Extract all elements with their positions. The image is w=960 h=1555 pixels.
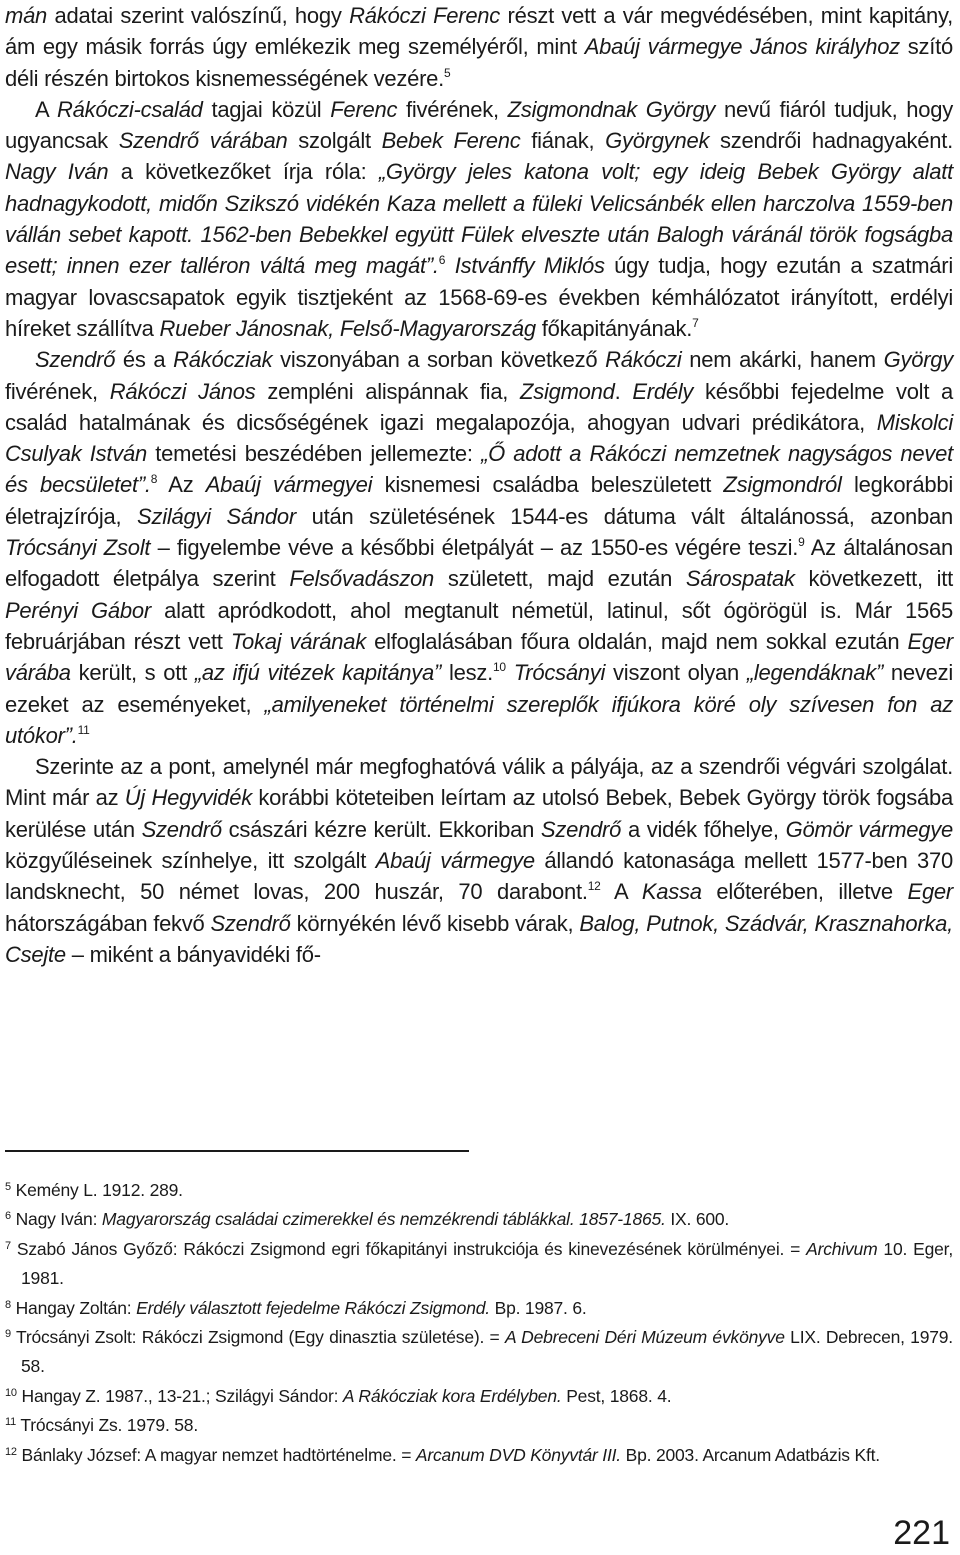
text-run: tagjai közül	[202, 96, 331, 122]
italic-text: A Debreceni Déri Múzeum évkönyve	[504, 1327, 785, 1348]
text-run: elfoglalásában főura oldalán, majd nem sokkal ezután	[365, 628, 908, 654]
italic-text: Magyarország családai czimerekkel és nemzékrendi táblákkal. 1857-1865.	[101, 1209, 666, 1230]
text-run: került, s ott	[70, 660, 195, 686]
text-run: Szabó János Győző: Rákóczi Zsigmond egri főkapitányi instrukciója és kinevezésének körülményei. =	[16, 1238, 807, 1259]
italic-text: Új Hegyvidék	[124, 785, 252, 811]
footnote-reference: 10	[492, 660, 506, 675]
italic-text: Zsigmondról	[723, 472, 842, 498]
text-run: viszont olyan	[605, 660, 747, 686]
text-run: született, majd ezután	[434, 566, 686, 592]
text-run: szendrői hadnagyaként.	[709, 128, 954, 154]
text-run: nem akárki, hanem	[681, 347, 884, 373]
text-run: úgy tudja, hogy ezután a szatmári magyar lovascsapatok egyik tisztjeként az 1568-69-es években kémhálózatot irányított, erdélyi híreket szállítva	[5, 253, 953, 341]
text-run: – figyelembe véve a későbbi életpályát – az 1550-es végére teszi.	[150, 535, 799, 561]
italic-text: Trócsányi	[513, 660, 606, 686]
text-run: LIX. Debrecen, 1979. 58.	[21, 1327, 953, 1377]
footnote-number: 7	[5, 1239, 11, 1252]
text-run: fivérének,	[5, 378, 110, 404]
footnote-reference: 5	[444, 65, 451, 80]
footnote	[5, 1441, 953, 1470]
footnote-number: 10	[5, 1386, 17, 1399]
italic-text: „legendáknak”	[746, 660, 884, 686]
italic-text: Szendrő	[35, 347, 116, 373]
italic-text: Balog, Putnok, Szádvár, Krasznahorka, Csejte	[5, 910, 953, 967]
text-run: alatt apródkodott, ahol megtanult németül, latinul, sőt ógörögül is. Már 1565 februárjában részt vett	[5, 597, 953, 654]
text-run: IX. 600.	[665, 1209, 730, 1230]
text-run: korábbi köteteiben leírtam az utolsó Bebek, Bebek György török fogsába kerülése után	[5, 785, 953, 842]
footnote	[5, 1176, 953, 1205]
footnote-reference: 8	[150, 472, 158, 487]
italic-text: Györgynek	[605, 128, 710, 154]
text-run: kisnemesi családba beleszületett	[372, 472, 724, 498]
italic-text: Zsigmond	[520, 378, 615, 404]
text-run: fiának,	[520, 128, 606, 154]
text-run: és a	[115, 347, 174, 373]
italic-text: György	[883, 347, 954, 373]
italic-text: Abaúj vármegye	[375, 848, 535, 874]
text-run	[445, 253, 454, 278]
footnote-separator	[5, 1150, 469, 1152]
italic-text: Sárospatak	[685, 566, 795, 592]
footnote-number: 5	[5, 1181, 11, 1193]
text-run: legkorábbi életrajzírója,	[5, 472, 953, 529]
text-run: császári kézre került. Ekkoriban	[221, 816, 541, 842]
text-run: lesz.	[441, 660, 493, 686]
footnote	[5, 1411, 953, 1440]
text-run: környékén lévő kisebb várak,	[290, 910, 580, 936]
text-run: részt vett a vár megvédésében, mint kapitány, ám egy másik forrás úgy emlékezik meg személyéről, mint	[5, 3, 953, 60]
italic-text: várában	[209, 128, 288, 154]
text-run: Trócsányi Zsolt: Rákóczi Zsigmond (Egy dinasztia születése). =	[15, 1327, 505, 1348]
text-run: a vidék főhelye,	[621, 816, 786, 842]
footnotes	[5, 1176, 953, 1470]
italic-text: Abaúj vármegyei	[205, 472, 373, 498]
footnote	[5, 1294, 953, 1323]
italic-text: Erdély választott fejedelme Rákóczi Zsigmond.	[136, 1297, 490, 1318]
footnote-number: 12	[5, 1445, 17, 1458]
italic-text: Szendrő	[141, 816, 222, 842]
text-run: előterében, illetve	[701, 879, 908, 905]
italic-text: „Ő adott a Rákóczi nemzetnek nagyságos nevet és becsületet”.	[5, 441, 953, 498]
italic-text: Ferenc	[330, 96, 398, 122]
italic-text: Szilágyi Sándor	[137, 503, 296, 529]
text-run: temetési beszédében jellemezte:	[146, 441, 482, 467]
text-run: állandó katonasága mellett 1577-ben 370 landsknecht, 50 német lovas, 200 huszár, 70 darabont.	[5, 848, 953, 905]
text-run	[506, 660, 514, 685]
text-run: nevezi ezeket az eseményeket,	[5, 660, 953, 717]
italic-text: Szendrő	[210, 910, 291, 936]
italic-text: Tokaj várának	[230, 628, 366, 654]
text-run: hátországában fekvő	[5, 910, 211, 936]
italic-text: „az ifjú vitézek kapitánya”	[194, 660, 442, 686]
text-run: 10. Eger, 1981.	[21, 1238, 953, 1289]
text-run: Trócsányi Zs. 1979. 58.	[20, 1415, 199, 1436]
page-number: 221	[893, 1514, 950, 1552]
text-run: .	[614, 378, 633, 404]
text-run: Hangay Zoltán:	[15, 1297, 137, 1318]
text-run: Az általánosan elfogadott életpálya szerint	[5, 535, 953, 592]
text-run: – miként a bányavidéki fő-	[65, 941, 321, 967]
italic-text: Eger	[907, 879, 953, 905]
footnote-number: 11	[5, 1416, 17, 1429]
text-run: zempléni alispánnak fia,	[255, 378, 521, 404]
italic-text: A Rákócziak kora Erdélyben.	[342, 1385, 562, 1406]
footnote-reference: 7	[692, 315, 699, 330]
footnote-number: 9	[5, 1328, 11, 1341]
text-run: Az	[157, 472, 206, 498]
footnote-reference: 11	[77, 722, 90, 737]
italic-text: Szendrő	[118, 128, 199, 154]
italic-text: Trócsányi Zsolt	[5, 535, 151, 561]
paragraph	[5, 344, 953, 751]
italic-text: Rákóczi	[605, 347, 682, 373]
italic-text: Rákóczi-család	[57, 96, 203, 122]
italic-text: Szendrő	[540, 816, 622, 842]
text-run: A	[600, 879, 642, 905]
italic-text: Perényi Gábor	[5, 597, 151, 623]
text-run: Pest, 1868. 4.	[561, 1385, 672, 1406]
text-run: viszonyában a sorban következő	[272, 347, 606, 373]
text-run: adatai szerint valószínű, hogy	[47, 3, 350, 28]
body-text	[5, 0, 953, 970]
footnote-reference: 12	[587, 879, 601, 894]
text-run: Bp. 2003. Arcanum Adatbázis Kft.	[620, 1444, 880, 1465]
italic-text: „György jeles katona volt; egy ideig Bebek György alatt hadnagykodott, midőn Szikszó vidékén Kaza mellett a füleki Velicsánbék ellen harczolva 1559-ben vállán sebet kapott. 1562-ben Bebekkel együtt Fülek elveszte után Balogh váránál török fogságba esett; innen ezer talléron váltá meg magát”.	[5, 159, 953, 279]
italic-text: Rákóczi János	[109, 378, 256, 404]
text-run: Bánlaky József: A magyar nemzet hadtörténelme. =	[21, 1444, 416, 1465]
footnote-number: 6	[5, 1210, 11, 1223]
italic-text: „amilyeneket történelmi szereplők ifjúkora köré oly szívesen fon az utókor”.	[5, 691, 954, 748]
italic-text: Archivum	[806, 1238, 878, 1259]
text-run: közgyűléseinek színhelye, itt szolgált	[5, 848, 376, 874]
text-run: Bp. 1987. 6.	[489, 1297, 587, 1318]
text-run: szolgált	[287, 128, 382, 154]
italic-text: Zsigmondnak György	[507, 96, 716, 122]
footnote-reference: 9	[798, 535, 805, 550]
text-run: szító déli részén birtokos kisnemességének vezére.	[5, 34, 953, 91]
footnote	[5, 1323, 953, 1382]
italic-text: Istvánffy Miklós	[454, 253, 605, 279]
footnote	[5, 1235, 953, 1294]
text-run: Nagy Iván:	[15, 1209, 102, 1230]
italic-text: Nagy Iván	[5, 159, 109, 185]
footnote	[5, 1205, 953, 1234]
italic-text: Miskolci Csulyak István	[5, 409, 953, 467]
paragraph	[5, 751, 953, 970]
italic-text: Rueber Jánosnak, Felső-Magyarország	[159, 315, 536, 341]
text-run: A	[35, 96, 57, 122]
italic-text: Eger várába	[5, 628, 953, 686]
italic-text: Bebek Ferenc	[381, 128, 521, 154]
italic-text: Erdély	[632, 378, 694, 404]
footnote	[5, 1382, 953, 1411]
paragraph	[5, 94, 953, 344]
italic-text: Kassa	[641, 879, 702, 905]
italic-text: mán	[5, 3, 48, 28]
text-run: későbbi fejedelme volt a család hatalmának és dicsőségének igazi megalapozója, ahogyan udvari prédikátora,	[5, 378, 954, 435]
italic-text: Rákócziak	[173, 347, 273, 373]
text-run: nevű fiáról tudjuk, hogy ugyancsak	[5, 96, 953, 154]
text-run: Kemény L. 1912. 289.	[15, 1180, 183, 1200]
text-run: Hangay Z. 1987., 13-21.; Szilágyi Sándor:	[21, 1385, 343, 1406]
text-run	[199, 128, 210, 153]
italic-text: Abaúj vármegye János királyhoz	[584, 34, 900, 60]
italic-text: Rákóczi Ferenc	[349, 3, 501, 28]
text-run: Szerinte az a pont, amelynél már megfoghatóvá válik a pályája, az a szendrői végvári szolgálat. Mint már az	[5, 754, 953, 811]
text-run: után születésének 1544-es dátuma vált általánossá, azonban	[295, 503, 953, 529]
italic-text: Gömör vármegye	[785, 816, 953, 842]
footnote-number: 8	[5, 1298, 11, 1311]
text-run: főkapitányának.	[535, 315, 693, 341]
text-run: a következőket írja róla:	[108, 159, 379, 185]
italic-text: Felsővadászon	[289, 566, 435, 592]
paragraph	[5, 0, 953, 94]
text-run: következett, itt	[794, 566, 953, 592]
italic-text: Arcanum DVD Könyvtár III.	[415, 1444, 621, 1465]
text-run: fivérének,	[397, 96, 508, 122]
footnote-reference: 6	[438, 253, 446, 268]
